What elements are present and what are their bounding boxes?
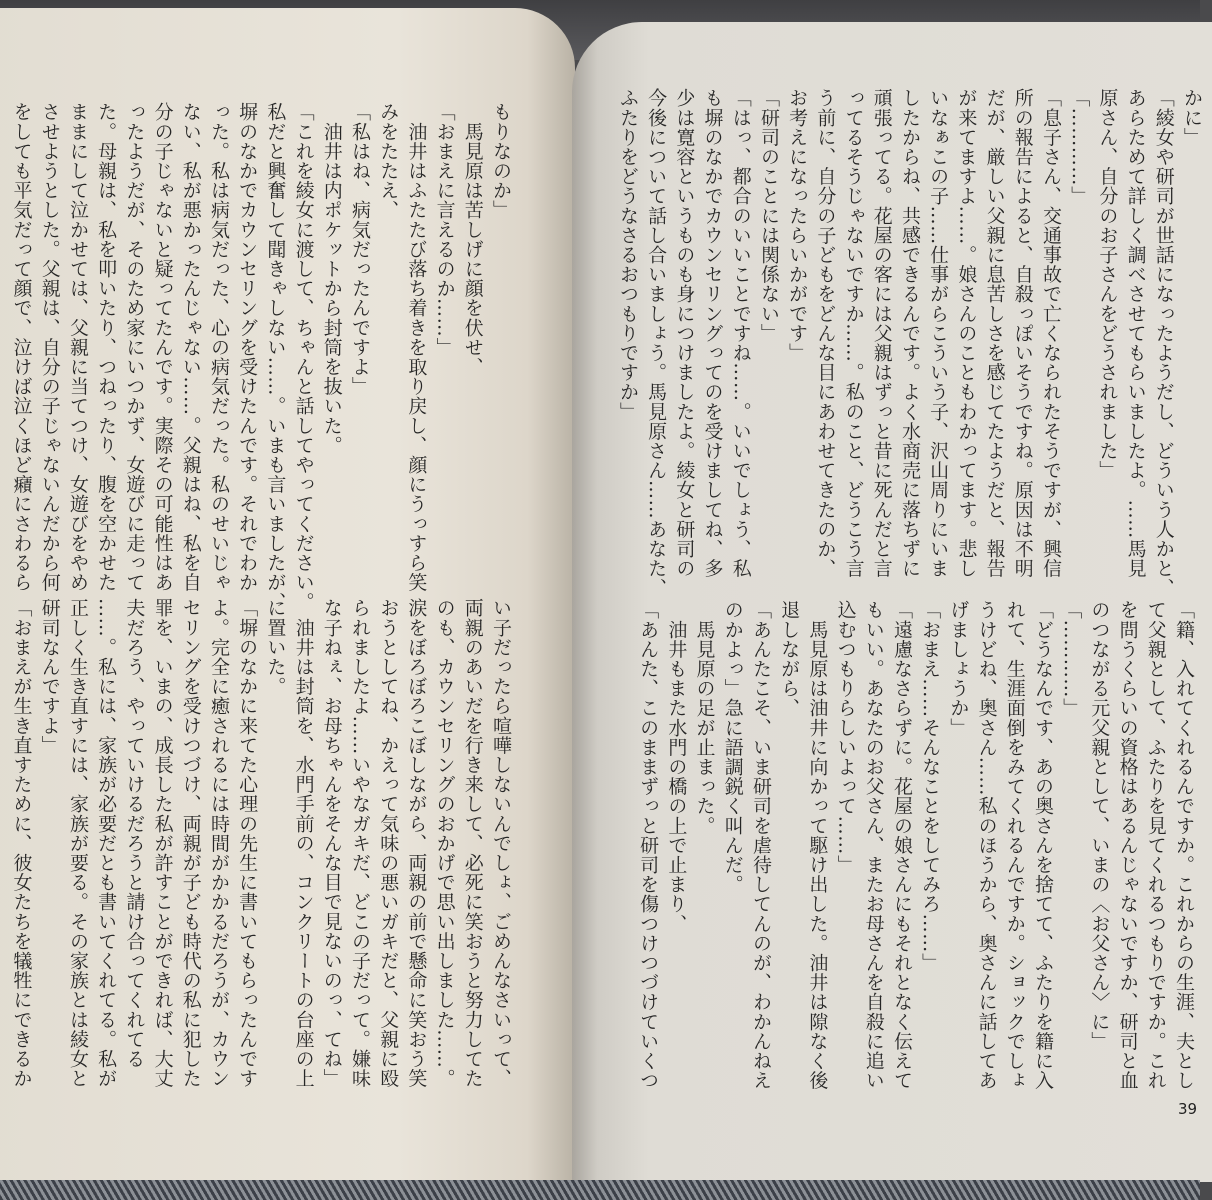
text-column: 「おまえに言えるのか……」 xyxy=(433,102,456,357)
text-column: 「息子さん、交通事故で亡くなられたそうですが、興信 xyxy=(1039,88,1062,578)
fabric-background xyxy=(0,1180,1200,1200)
text-column: お考えになったらいかがです」 xyxy=(786,88,809,363)
text-column: った。私は病気だった、心の病気だった。私のせいじゃ xyxy=(207,102,230,592)
text-column: ない、私が悪かったんじゃない……。父親はね、私を自 xyxy=(179,102,202,592)
text-column: 「あんたこそ、いま研司を虐待してんのが、わかんねえ xyxy=(749,600,772,1090)
text-column: 「研司のことには関係ない」 xyxy=(757,88,780,343)
text-column: 「…………」 xyxy=(1060,600,1083,718)
text-column: 涙をぼろぼろこぼしながら、両親の前で懸命に笑おう笑 xyxy=(405,598,428,1088)
text-column: ……。私には、家族が必要だとも書いてくれてる。私が xyxy=(95,598,118,1088)
text-column: のも、カウンセリングのおかげで思い出しました……。 xyxy=(433,598,456,1088)
text-column: のつながる元父親として、いまの〈お父さん〉に」 xyxy=(1088,600,1111,1051)
text-column: もりなのか」 xyxy=(490,102,512,220)
text-column: ふたりをどうなさるおつもりですか」 xyxy=(616,88,639,422)
text-column: 馬見原は苦しげに顔を伏せ、 xyxy=(461,102,484,377)
text-column: あらためて詳しく調べさせてもらいましたよ。……馬見 xyxy=(1124,88,1147,578)
text-column: 「籍、入れてくれるんですか。これからの生涯、夫とし xyxy=(1173,600,1195,1090)
text-column: な子ねぇ、お母ちゃんをそんな目で見ないのっ、てね」 xyxy=(320,598,343,1088)
text-column: よ。完全に癒されるには時間がかかるだろうが、カウン xyxy=(207,598,230,1088)
text-column: い子だったら喧嘩しないんでしょ、ごめんなさいって、 xyxy=(490,598,512,1088)
text-column: セリングを受けつづけ、両親が子ども時代の私に犯した xyxy=(179,598,202,1088)
text-column: みをたたえ、 xyxy=(377,102,400,220)
text-column: ったようだが、そのため家にいつかず、女遊びに走って xyxy=(123,102,146,592)
text-column: 「おまえ……そんなことをしてみろ……」 xyxy=(919,600,942,973)
text-column: 頑張ってる。花屋の客には父親はずっと昔に死んだと言 xyxy=(870,88,893,578)
text-column: 退しながら、 xyxy=(778,600,801,718)
text-column: も塀のなかでカウンセリングってのを受けましてね、多 xyxy=(701,88,724,578)
text-column: た。母親は、私を叩いたり、つねったり、腹を空かせた xyxy=(95,102,118,592)
text-column: ってるそうじゃないですか……。私のこと、どうこう言 xyxy=(842,88,865,578)
text-column: 「遠慮なさらずに。花屋の娘さんにもそれとなく伝えて xyxy=(890,600,913,1090)
text-column: れて、生涯面倒をみてくれるんですか。ショックでしょ xyxy=(1003,600,1026,1090)
text-column: 「おまえが生き直すために、彼女たちを犠牲にできるか xyxy=(10,598,33,1088)
text-column: 塀のなかでカウンセリングを受けたんです。それでわか xyxy=(236,102,259,592)
text-column: 油井はふたたび落ち着きを取り戻し、顔にうっすら笑 xyxy=(405,102,428,592)
text-column: 夫だろう、やっていけるだろうと請け合ってくれてる xyxy=(123,598,146,1069)
text-column: 原さん、自分のお子さんをどうされました」 xyxy=(1096,88,1119,480)
text-column: させようとした。父親は、自分の子じゃないんだから何 xyxy=(38,102,61,592)
text-column: に置いた。 xyxy=(264,598,287,696)
page-number: 39 xyxy=(1178,1100,1198,1118)
text-column: ままにして泣かせては、父親に当てつけ、女遊びをやめ xyxy=(66,102,89,592)
text-column: げましょうか」 xyxy=(947,600,970,738)
text-column: 馬見原は油井に向かって駆け出した。油井は隙なく後 xyxy=(806,600,829,1090)
left-page-bottom-text xyxy=(0,598,515,1088)
text-column: 「あんた、このままずっと研司を傷つけつづけていくつ xyxy=(637,600,660,1090)
text-column: られましたよ……いやなガキだ、どこの子だって。嫌味 xyxy=(348,598,371,1088)
text-column: 油井は内ポケットから封筒を抜いた。 xyxy=(320,102,343,455)
text-column: 罪を、いまの、成長した私が許すことができれば、大丈 xyxy=(151,598,174,1088)
text-column: だが、厳しい父親に息苦しさを感じてたようだと、報告 xyxy=(983,88,1006,578)
text-column: 両親のあいだを行き来して、必死に笑おうと努力してた xyxy=(461,598,484,1088)
text-column: 油井もまた水門の橋の上で止まり、 xyxy=(665,600,688,934)
text-column: いなぁこの子……仕事がらこういう子、沢山周りにいま xyxy=(927,88,950,578)
left-page-top-text xyxy=(0,102,515,612)
text-column: 研司なんですよ」 xyxy=(38,598,61,755)
text-column: 正しく生き直すには、家族が要る。その家族とは綾女と xyxy=(66,598,89,1088)
text-column: 私だと興奮して聞きゃしない……。いまも言いましたが、 xyxy=(264,102,287,612)
text-column: 「これを綾女に渡して、ちゃんと話してやってください。 xyxy=(292,102,315,612)
text-column: したからね、共感できるんです。よく水商売に落ちずに xyxy=(898,88,921,578)
right-page-bottom-text xyxy=(634,600,1198,1090)
text-column: 「…………」 xyxy=(1068,88,1091,206)
text-column: 込むつもりらしいよって……」 xyxy=(834,600,857,875)
text-column: おうとしてね、かえって気味の悪いガキだと、父親に殴 xyxy=(377,598,400,1088)
text-column: う前に、自分の子どもをどんな目にあわせてきたのか、 xyxy=(814,88,837,578)
text-column: が来てますよ……。娘さんのこともわかってます。悲し xyxy=(955,88,978,578)
text-column: 少は寛容というものも身につけましたよ。綾女と研司の xyxy=(673,88,696,578)
text-column: 「塀のなかに来てた心理の先生に書いてもらったんです xyxy=(236,598,259,1088)
text-column: もいい。あなたのお父さん、またお母さんを自殺に追い xyxy=(862,600,885,1090)
text-column: 「綾女や研司が世話になったようだし、どういう人かと、 xyxy=(1152,88,1175,598)
text-column: を問うくらいの資格はあるんじゃないですか、研司と血 xyxy=(1116,600,1139,1090)
text-column: 「はっ、都合のいいことですね……。いいでしょう、私 xyxy=(729,88,752,578)
text-column: 今後について話し合いましょう。馬見原さん……あなた、 xyxy=(645,88,668,598)
text-column: 分の子じゃないと疑ってたんです。実際その可能性はあ xyxy=(151,102,174,592)
text-column: 「どうなんです、あの奥さんを捨てて、ふたりを籍に入 xyxy=(1031,600,1054,1090)
text-column: うけどね、奥さん……私のほうから、奥さんに話してあ xyxy=(975,600,998,1090)
text-column: 「私はね、病気だったんですよ」 xyxy=(348,102,371,396)
text-column: 所の報告によると、自殺っぽいそうですね。原因は不明 xyxy=(1011,88,1034,578)
right-page-top-text xyxy=(614,88,1206,598)
text-column: のかよっ」急に語調鋭く叫んだ。 xyxy=(721,600,744,894)
text-column: 油井は封筒を、水門手前の、コンクリートの台座の上 xyxy=(292,598,315,1088)
text-column: をしても平気だって顔で、泣けば泣くほど癪にさわるら xyxy=(10,102,33,592)
text-column: て父親として、ふたりを見てくれるつもりですか。これ xyxy=(1144,600,1167,1090)
text-column: かに」 xyxy=(1181,88,1203,147)
text-column: 馬見原の足が止まった。 xyxy=(693,600,716,836)
